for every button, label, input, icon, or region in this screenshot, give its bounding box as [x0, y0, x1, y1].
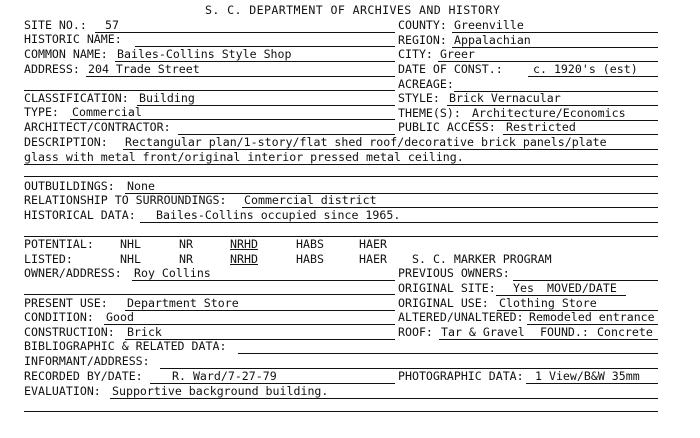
present-use-value: Department Store: [127, 296, 239, 310]
potential-nhl: NHL: [120, 237, 141, 251]
themes-label: THEME(S):: [398, 106, 461, 120]
present-use-line: [125, 310, 395, 311]
city-label: CITY:: [398, 47, 433, 61]
relationship-value: Commercial district: [244, 193, 377, 207]
original-use-label: ORIGINAL USE:: [398, 296, 489, 310]
description-line-1: Rectangular plan/1-story/flat shed roof/decorative brick panels/plate: [125, 135, 607, 149]
acreage-label: ACREAGE:: [398, 77, 454, 91]
listed-habs: HABS: [296, 252, 324, 266]
historic-name-label: HISTORIC NAME:: [24, 32, 122, 46]
description-label: DESCRIPTION:: [24, 135, 108, 149]
region-label: REGION:: [398, 33, 447, 47]
type-value: Commercial: [72, 105, 142, 119]
altered-value: Remodeled entrance: [529, 310, 655, 324]
owner-label: OWNER/ADDRESS:: [24, 266, 122, 280]
date-of-const-line: [528, 76, 658, 77]
region-value: Appalachian: [454, 33, 531, 47]
moved-date-label: MOVED/DATE: [547, 281, 617, 295]
recorded-value: R. Ward/7-27-79: [172, 369, 277, 383]
owner-blank-line: [24, 294, 395, 295]
previous-owners-label: PREVIOUS OWNERS:: [398, 266, 510, 280]
common-name-label: COMMON NAME:: [24, 47, 108, 61]
altered-label: ALTERED/UNALTERED:: [398, 310, 524, 324]
potential-nrhd: NRHD: [230, 237, 258, 251]
listed-nhl: NHL: [120, 252, 141, 266]
potential-habs: HABS: [296, 237, 324, 251]
roof-value: Tar & Gravel: [441, 325, 525, 339]
address-line: [86, 76, 395, 77]
classification-value: Building: [139, 91, 195, 105]
photographic-value: 1 View/B&W 35mm: [535, 369, 640, 383]
construction-value: Brick: [127, 325, 162, 339]
potential-nr: NR: [179, 237, 193, 251]
photographic-line: [526, 383, 658, 384]
section-divider-1: [24, 176, 658, 177]
photographic-label: PHOTOGRAPHIC DATA:: [398, 369, 524, 383]
county-value: Greenville: [454, 18, 524, 32]
owner-value: Roy Collins: [134, 266, 211, 280]
date-of-const-value: c. 1920's (est): [533, 62, 638, 76]
outbuildings-value: None: [127, 179, 155, 193]
potential-label: POTENTIAL:: [24, 237, 94, 251]
date-of-const-label: DATE OF CONST.:: [398, 62, 503, 76]
foundation-value: Concrete: [597, 325, 653, 339]
card-title: S. C. DEPARTMENT OF ARCHIVES AND HISTORY: [205, 3, 501, 17]
description-line-2: glass with metal front/original interior pressed metal ceiling.: [24, 150, 464, 164]
historical-data-label: HISTORICAL DATA:: [24, 208, 136, 222]
historical-data-line: [140, 222, 658, 223]
evaluation-value: Supportive background building.: [112, 384, 329, 398]
architect-label: ARCHITECT/CONTRACTOR:: [24, 120, 171, 134]
evaluation-line: [110, 398, 658, 399]
bibliographic-line: [238, 353, 658, 354]
classification-line: [137, 105, 395, 106]
foundation-label: FOUND.:: [540, 325, 589, 339]
construction-label: CONSTRUCTION:: [24, 325, 115, 339]
city-value: Greer: [440, 47, 475, 61]
bottom-blank-line: [24, 411, 658, 412]
evaluation-label: EVALUATION:: [24, 384, 101, 398]
marker-program-heading: S. C. MARKER PROGRAM: [412, 252, 552, 266]
site-no-line: [95, 32, 395, 33]
style-value: Brick Vernacular: [449, 91, 561, 105]
site-no-label: SITE NO.:: [24, 18, 87, 32]
address-value: 204 Trade Street: [88, 62, 200, 76]
listed-nr: NR: [179, 252, 193, 266]
recorded-label: RECORDED BY/DATE:: [24, 369, 143, 383]
listed-label: LISTED:: [24, 252, 73, 266]
type-label: TYPE:: [24, 105, 59, 119]
region-line: [452, 47, 658, 48]
owner-line: [132, 280, 395, 281]
listed-nrhd: NRHD: [230, 252, 258, 266]
condition-label: CONDITION:: [24, 310, 94, 324]
outbuildings-label: OUTBUILDINGS:: [24, 179, 115, 193]
public-access-label: PUBLIC ACCESS:: [398, 120, 496, 134]
historical-data-value: Bailes-Collins occupied since 1965.: [156, 208, 401, 222]
address-label: ADDRESS:: [24, 62, 80, 76]
county-label: COUNTY:: [398, 18, 447, 32]
site-no-value: 57: [105, 18, 119, 32]
informant-label: INFORMANT/ADDRESS:: [24, 354, 150, 368]
classification-label: CLASSIFICATION:: [24, 91, 129, 105]
style-label: STYLE:: [398, 91, 440, 105]
original-site-value: Yes: [513, 281, 534, 295]
relationship-label: RELATIONSHIP TO SURROUNDINGS:: [24, 193, 227, 207]
present-use-label: PRESENT USE:: [24, 296, 108, 310]
listed-haer: HAER: [359, 252, 387, 266]
roof-line: [439, 339, 658, 340]
original-use-value: Clothing Store: [499, 296, 597, 310]
potential-haer: HAER: [359, 237, 387, 251]
roof-label: ROOF:: [398, 325, 433, 339]
public-access-value: Restricted: [506, 120, 576, 134]
common-name-value: Bailes-Collins Style Shop: [117, 47, 292, 61]
original-site-label: ORIGINAL SITE:: [398, 281, 496, 295]
condition-value: Good: [106, 310, 134, 324]
themes-value: Architecture/Economics: [472, 106, 626, 120]
description-rule-2: [24, 164, 658, 165]
bibliographic-label: BIBLIOGRAPHIC & RELATED DATA:: [24, 339, 227, 353]
